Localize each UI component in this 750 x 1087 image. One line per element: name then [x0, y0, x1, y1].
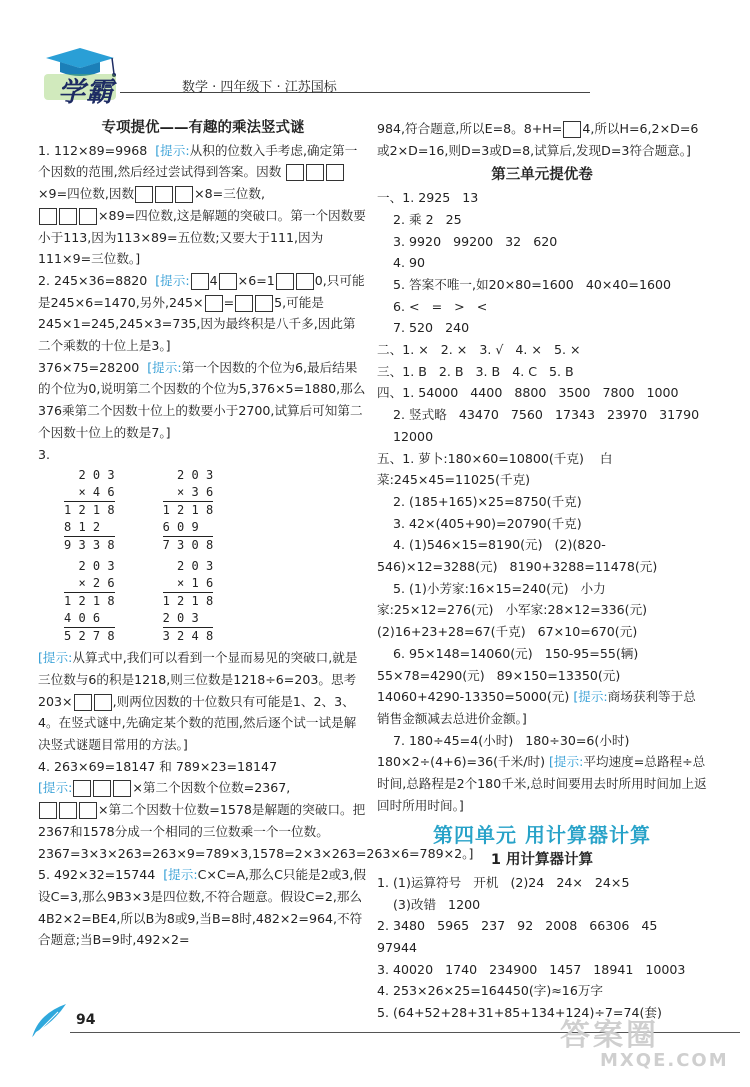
part1-line: 一、1. 2925 13 — [377, 190, 479, 206]
blank-box — [39, 802, 57, 819]
part5-q7: 7. 180÷45=4(小时) 180÷30=6(小时) 180×2÷(4+6)=36(千米/时) [提示:平均速度=总路程÷总时间,总路程是2个180千米,总时间要用去时所用时间加上返回时所用时间。] — [377, 732, 707, 813]
answer-q4: 4. 263×69=18147 和 789×23=18147 [提示: ×第二个因数个位数=2367, ×第二个因数十位数=1578是解题的突破口。把2367和1578分成一个相同的三位数乘一个一位数。2367=3×3×263=263×9=789×3,1578=2×3×263=263×6=789×2。] — [38, 758, 474, 861]
blank-box — [255, 295, 273, 312]
hint-label: [提示: — [163, 867, 198, 883]
answer-q5-continued: 984,符合题意,所以E=8。8+H= 4,所以H=6,2×D=6或2×D=16,则D=3或D=8,试算后,发现D=3符合题意。] — [377, 121, 699, 158]
unit-title: 第四单元 用计算器计算 — [433, 822, 651, 847]
blank-box — [306, 164, 324, 181]
page-header — [0, 0, 750, 110]
blank-box — [79, 802, 97, 819]
hint-label: [提示: — [38, 780, 73, 796]
part3-line: 三、1. B 2. B 3. B 4. C 5. B — [377, 363, 574, 379]
lesson-title: 1 用计算器计算 — [490, 852, 594, 869]
part1-line: 2. 乘 2 25 — [377, 211, 462, 227]
blank-box — [205, 295, 223, 312]
blank-box — [59, 208, 77, 225]
vertical-multiplication-3: 2 0 3 × 2 6 1 2 1 8 4 0 6 5 2 7 8 — [64, 559, 115, 644]
blank-box — [155, 186, 173, 203]
lesson-answer-line: 5. (64+52+28+31+85+134+124)÷7=74(套) — [377, 1005, 662, 1021]
section-title-unit3-test: 第三单元提优卷 — [491, 167, 593, 184]
answer-q2: 2. 245×36=8820 [提示: 4 ×6=1 0,只可能是245×6=1470,另外,245× = 5,可能是245×1=245,245×3=735,因为最终积是八千多,因此第二个乘数的十位上是3。] 376×75=28200 [提示:第一个因数的个位为6,最后结果的个位为0,说明第二个因数的个位为5,376×5=1880,那么376乘第二个因数十位上的数要小于2700,试算后可知第二个因数十位上的数是7。] — [38, 272, 366, 440]
blank-box — [191, 273, 209, 290]
blank-box — [74, 694, 92, 711]
part5-q6: 6. 95×148=14060(元) 150-95=55(辆) 55×78=4290(元) 89×150=13350(元) 14060+4290-13350=5000(元) [提示:商场获利等于总销售金额减去总进价金额。] — [377, 645, 696, 726]
blank-box — [113, 780, 131, 797]
hint-label: [提示: — [573, 689, 608, 705]
blank-box — [175, 186, 193, 203]
part5-line: 4. (1)546×15=8190(元) (2)(820-546)×12=3288(元) 8190+3288=11478(元) — [377, 537, 658, 575]
part1-line: 6. < = > < — [377, 298, 488, 314]
part5-line: 五、1. 萝卜:180×60=10800(千克) 白菜:245×45=11025(千克) — [377, 450, 613, 488]
blank-box — [563, 121, 581, 138]
blank-box — [73, 780, 91, 797]
hint-label: [提示: — [38, 650, 73, 666]
blank-box — [286, 164, 304, 181]
part1-line: 7. 520 240 — [377, 320, 470, 336]
watermark-url: MXQE.COM — [600, 1050, 729, 1071]
blank-box — [59, 802, 77, 819]
part1-line: 4. 90 — [377, 255, 426, 271]
answer-q3: 3. 2 0 3 × 4 6 1 2 1 8 8 1 2 9 3 3 8 2 0 3 × 3 6 1 2 1 8 6 0 9 7 3 0 8 2 0 3 × 2 6 1 2 1 8 4 0 6 5 2 7 8 2 0 3 × 1 6 1 2 1 8 2 0 3 3 2 4 8 [提示:从算式中,我们可以看到一个显而易见的突破口,就是三位数与6的积是1218,则三位数是1218÷6=203。思考203× ,则两位因数的十位数只有可能是1、2、3、4。在竖式谜中,先确定某个数的范围,然后逐个试一试是解决竖式谜题目常用的方法。] — [38, 446, 358, 753]
hint-label: [提示: — [549, 754, 584, 770]
blank-box — [93, 780, 111, 797]
lesson-answer-line: 3. 40020 1740 234900 1457 18941 10003 — [377, 961, 686, 977]
vertical-multiplication-1: 2 0 3 × 4 6 1 2 1 8 8 1 2 9 3 3 8 — [64, 468, 115, 553]
blank-box — [276, 273, 294, 290]
part5-line: 2. (185+165)×25=8750(千克) — [377, 493, 582, 509]
lesson-answer-line: 2. 3480 5965 237 92 2008 66306 45 97944 — [377, 918, 670, 956]
part4-line: 四、1. 54000 4400 8800 3500 7800 1000 — [377, 385, 679, 401]
right-column — [377, 118, 707, 1024]
blank-box — [135, 186, 153, 203]
part4-line: 2. 竖式略 43470 7560 17343 23970 31790 — [377, 407, 700, 423]
hint-label: [提示: — [155, 272, 190, 288]
section-title: 专项提优——有趣的乘法竖式谜 — [101, 120, 305, 136]
blank-box — [39, 208, 57, 225]
feather-icon — [28, 1000, 70, 1040]
hint-label: [提示: — [155, 142, 190, 158]
part1-line: 5. 答案不唯一,如20×80=1600 40×40=1600 — [377, 276, 672, 292]
answer-q5: 5. 492×32=15744 [提示:C×C=A,那么C只能是2或3,假设C=3,那么9B3×3是四位数,不符合题意。假设C=2,那么4B2×2=BE4,所以B为8或9,当B=8时,482×2=964,不符合题意;当B=9时,492×2= — [38, 867, 366, 948]
vertical-multiplication-4: 2 0 3 × 1 6 1 2 1 8 2 0 3 3 2 4 8 — [162, 559, 214, 644]
blank-box — [79, 208, 97, 225]
part4-line: 12000 — [377, 428, 434, 444]
part5-line: 3. 42×(405+90)=20790(千克) — [377, 515, 582, 531]
blank-box — [235, 295, 253, 312]
page-number: 94 — [76, 1012, 96, 1028]
watermark-logo: 答案圈 — [560, 1018, 659, 1053]
lesson-answer-line: 1. (1)运算符号 开机 (2)24 24× 24×5 — [377, 874, 630, 890]
blank-box — [219, 273, 237, 290]
hint-label: [提示: — [147, 359, 182, 375]
vertical-multiplication-2: 2 0 3 × 3 6 1 2 1 8 6 0 9 7 3 0 8 — [162, 468, 214, 553]
book-subtitle: 数学 · 四年级下 · 江苏国标 — [182, 80, 337, 95]
answer-q1: 1. 112×89=9968 [提示:从积的位数入手考虑,确定第一个因数的范围,然后经过尝试得到答案。因数 ×9=四位数,因数 ×8=三位数, ×89=四位数,这是解题的突破口。第一个因数要小于113,因为113×89=五位数;又要大于111,因为111×9=三位数。] — [38, 142, 366, 267]
blank-box — [326, 164, 344, 181]
lesson-answer-line: 4. 253×26×25=164450(字)≈16万字 — [377, 983, 604, 999]
part5-line: 5. (1)小芳家:16×15=240(元) 小力家:25×12=276(元) 小军家:28×12=336(元) (2)16+23+28=67(千克) 67×10=670(元) — [377, 580, 660, 640]
lesson-answer-line: (3)改错 1200 — [377, 896, 481, 912]
blank-box — [94, 694, 112, 711]
blank-box — [296, 273, 314, 290]
brand-logo: 学霸 — [58, 77, 114, 108]
part2-line: 二、1. × 2. × 3. √ 4. × 5. × — [377, 342, 581, 358]
part1-line: 3. 9920 99200 32 620 — [377, 233, 558, 249]
